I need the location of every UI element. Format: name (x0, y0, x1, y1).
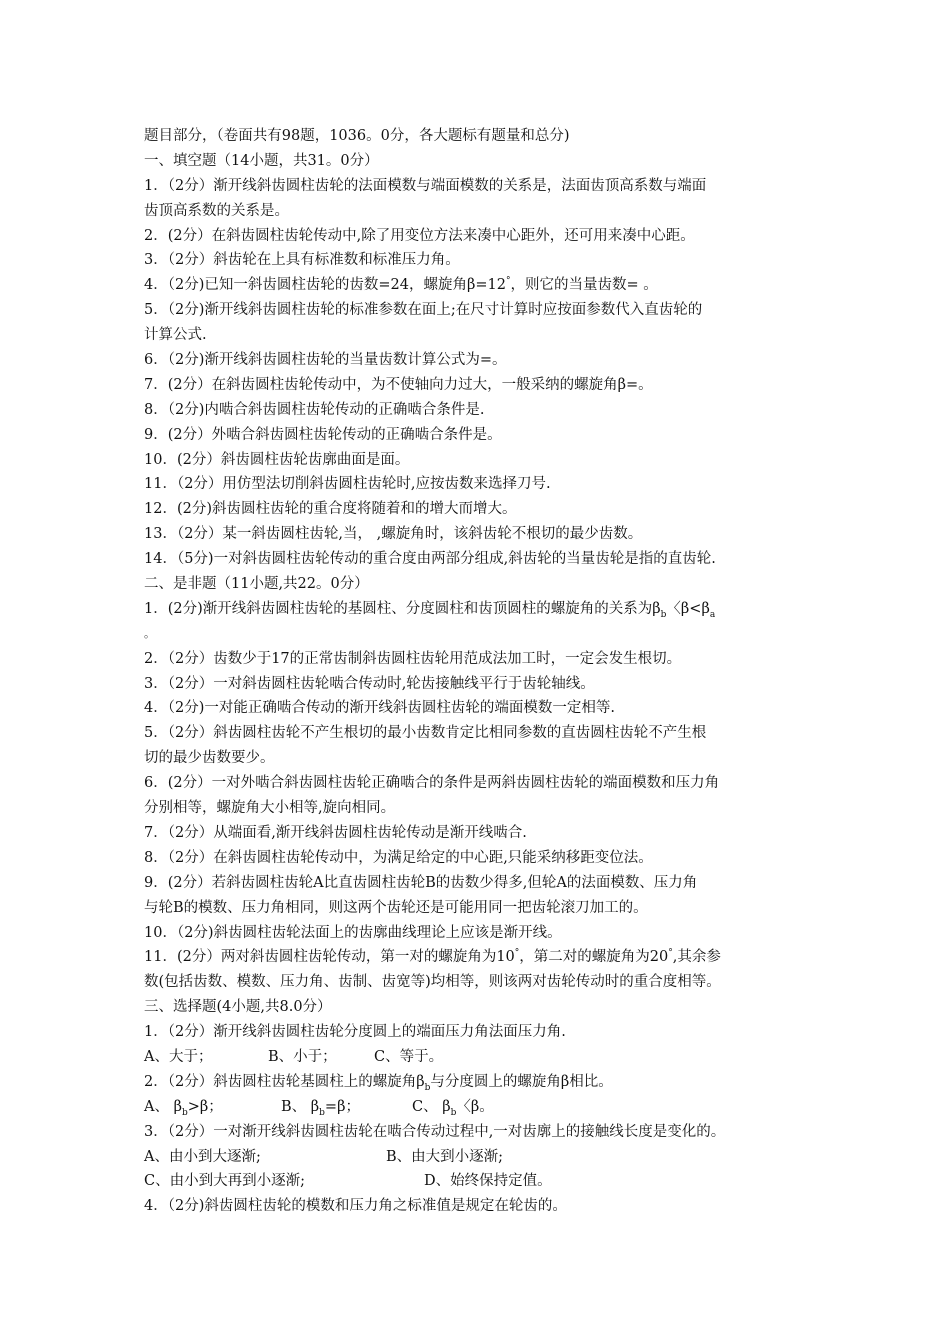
s3-q2: 2．（2分）斜齿圆柱齿轮基圆柱上的螺旋角$\beta_b$与分度圆上的螺旋角β相比。 (144, 1073, 613, 1093)
s2-q5-line1: 5．（2分）斜齿圆柱齿轮不产生根切的最小齿数肯定比相同参数的直齿圆柱齿轮不产生根 (144, 725, 707, 742)
s2-q11-line1: 11．(2分）两对斜齿圆柱齿轮传动，第一对的螺旋角为10°，第二对的螺旋角为20°,其余参 (144, 948, 721, 966)
s1-q6: 6．（2分)渐开线斜齿圆柱齿轮的当量齿数计算公式为=。 (144, 352, 507, 369)
s2-q8: 8．（2分）在斜齿圆柱齿轮传动中，为满足给定的中心距,只能采纳移距变位法。 (144, 849, 653, 866)
s3-q1-option-a: A、大于； (144, 1048, 213, 1065)
section1-title: 一、填空题（14小题，共31。0分） (144, 152, 379, 169)
s3-q1-option-b: B、小于； (268, 1048, 337, 1065)
s1-q14: 14．（5分)一对斜齿圆柱齿轮传动的重合度由两部分组成,斜齿轮的当量齿轮是指的直齿轮. (144, 551, 716, 568)
s3-q2-option-b: B、 $\beta_b=\beta$； (281, 1098, 360, 1118)
s1-q13: 13．（2分）某一斜齿圆柱齿轮,当， ,螺旋角时，该斜齿轮不根切的最少齿数。 (144, 526, 643, 543)
s3-q1: 1．（2分）渐开线斜齿圆柱齿轮分度圆上的端面压力角法面压力角. (144, 1024, 566, 1041)
s2-q2: 2．（2分）齿数少于17的正常齿制斜齿圆柱齿轮用范成法加工时，一定会发生根切。 (144, 650, 682, 667)
s3-q3-option-d: D、始终保持定值。 (424, 1173, 552, 1190)
s3-q3-options-row2 (144, 1169, 824, 1194)
s2-q11-line2: 数(包括齿数、模数、压力角、齿制、齿宽等)均相等，则该两对齿轮传动时的重合度相等。 (144, 974, 721, 991)
s3-q1-options (144, 1045, 824, 1070)
s1-q1-line2: 齿顶高系数的关系是。 (144, 202, 289, 219)
section3-title: 三、选择题(4小题,共8.0分） (144, 999, 332, 1016)
s1-q1-line1: 1．（2分）渐开线斜齿圆柱齿轮的法面模数与端面模数的关系是，法面齿顶高系数与端面 (144, 177, 707, 194)
s1-q12: 12．(2分)斜齿圆柱齿轮的重合度将随着和的增大而增大。 (144, 501, 517, 518)
s3-q1-option-c: C、等于。 (374, 1048, 444, 1065)
s1-q3: 3．（2分）斜齿轮在上具有标准数和标准压力角。 (144, 252, 460, 269)
s2-q1-end: 。 (144, 626, 155, 640)
s1-q5-line2: 计算公式. (144, 327, 207, 344)
doc-header: 题目部分，（卷面共有98题，1036。0分，各大题标有题量和总分) (144, 128, 570, 144)
s2-q7: 7．（2分）从端面看,渐开线斜齿圆柱齿轮传动是渐开线啮合. (144, 824, 527, 841)
s2-q5-line2: 切的最少齿数要少。 (144, 750, 275, 767)
s2-q6-line2: 分别相等，螺旋角大小相等,旋向相同。 (144, 800, 396, 817)
s3-q2-options (144, 1095, 824, 1120)
s3-q3: 3．（2分）一对渐开线斜齿圆柱齿轮在啮合传动过程中,一对齿廓上的接触线长度是变化的。 (144, 1123, 726, 1140)
s1-q10: 10．(2分）斜齿圆柱齿轮齿廓曲面是面。 (144, 451, 410, 468)
s2-q6-line1: 6．(2分）一对外啮合斜齿圆柱齿轮正确啮合的条件是两斜齿圆柱齿轮的端面模数和压力角 (144, 775, 720, 792)
s2-q3: 3．（2分）一对斜齿圆柱齿轮啮合传动时,轮齿接触线平行于齿轮轴线。 (144, 675, 595, 692)
s3-q3-option-b: B、由大到小逐渐; (386, 1148, 504, 1165)
s3-q2-option-a: A、 $\beta_b>\beta$； (144, 1098, 223, 1118)
s1-q7: 7．(2分）在斜齿圆柱齿轮传动中，为不使轴向力过大，一般采纳的螺旋角β=。 (144, 376, 653, 393)
s3-q3-options-row1 (144, 1145, 824, 1170)
s3-q4: 4．（2分)斜齿圆柱齿轮的模数和压力角之标准值是规定在轮齿的。 (144, 1198, 567, 1215)
s2-q9-line2: 与轮B的模数、压力角相同，则这两个齿轮还是可能用同一把齿轮滚刀加工的。 (144, 899, 648, 916)
s1-q8: 8．（2分)内啮合斜齿圆柱齿轮传动的正确啮合条件是. (144, 401, 485, 418)
section2-title: 二、是非题（11小题,共22。0分） (144, 576, 369, 593)
s1-q11: 11．（2分）用仿型法切削斜齿圆柱齿轮时,应按齿数来选择刀号. (144, 476, 551, 493)
s1-q9: 9．(2分）外啮合斜齿圆柱齿轮传动的正确啮合条件是。 (144, 426, 502, 443)
s1-q2: 2．(2分）在斜齿圆柱齿轮传动中,除了用变位方法来凑中心距外，还可用来凑中心距。 (144, 227, 695, 244)
s3-q3-option-a: A、由小到大逐渐; (144, 1148, 261, 1165)
s3-q3-option-c: C、由小到大再到小逐渐; (144, 1173, 305, 1190)
exam-body (144, 124, 824, 1219)
s1-q4: 4．（2分)已知一斜齿圆柱齿轮的齿数=24，螺旋角β=12°，则它的当量齿数= 。 (144, 276, 658, 294)
s2-q9-line1: 9．(2分）若斜齿圆柱齿轮A比直齿圆柱齿轮B的齿数少得多,但轮A的法面模数、压力角 (144, 874, 698, 891)
s2-q10: 10．（2分)斜齿圆柱齿轮法面上的齿廓曲线理论上应该是渐开线。 (144, 924, 562, 941)
s1-q5-line1: 5．（2分)渐开线斜齿圆柱齿轮的标准参数在面上;在尺寸计算时应按面参数代入直齿轮的 (144, 302, 703, 319)
s3-q2-option-c: C、 $\beta_b$〈β。 (412, 1098, 494, 1118)
s2-q1: 1．(2分)渐开线斜齿圆柱齿轮的基圆柱、分度圆柱和齿顶圆柱的螺旋角的关系为$\beta_b$〈$\beta<\beta_a$ (144, 600, 716, 620)
s2-q4: 4．（2分)一对能正确啮合传动的渐开线斜齿圆柱齿轮的端面模数一定相等. (144, 700, 615, 717)
